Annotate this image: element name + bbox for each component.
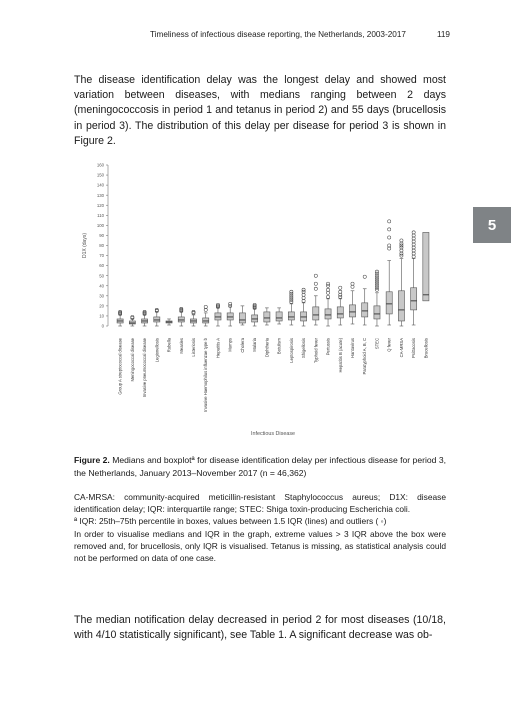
outlier-point (388, 236, 391, 239)
outlier-point (229, 302, 232, 305)
outlier-point (339, 293, 342, 296)
outlier-point (314, 274, 317, 277)
x-tick-label: Invasive Haemophilus influenzae type b (203, 338, 209, 412)
outlier-point (412, 249, 415, 252)
caption-text: Medians and boxplotª for disease identification delay per infectious disease for period 3, the Netherlands, January 2013–November 2017 (n = 46,362) (74, 455, 446, 478)
box-iqr (386, 292, 392, 314)
x-tick-label: STEC (374, 338, 380, 350)
outlier-point (339, 286, 342, 289)
outlier-point (412, 243, 415, 246)
x-tick-label: Meningococcal disease (129, 338, 135, 382)
box-iqr (276, 312, 282, 321)
x-tick-label: Group A streptococcal disease (117, 338, 123, 395)
box-iqr (252, 315, 258, 322)
box-iqr (239, 313, 245, 323)
footnote-a: ª IQR: 25th–75th percentile in boxes, values between 1.5 IQR (lines) and outliers ( ◦) (74, 516, 387, 527)
x-tick-label: Malaria (252, 338, 258, 352)
outlier-point (375, 270, 378, 273)
outlier-point (400, 242, 403, 245)
x-axis-title: Infectious Disease (250, 431, 296, 437)
x-tick-label: Pertussis (325, 338, 331, 356)
x-tick-label: Hepatitis B (acute) (337, 338, 343, 373)
caption-label: Figure 2. (74, 455, 110, 465)
y-tick-label: 120 (96, 202, 104, 208)
x-tick-label: Q fever (386, 338, 392, 352)
box-iqr (313, 307, 319, 320)
box-iqr (129, 321, 135, 324)
y-tick-label: 0 (101, 323, 104, 329)
outlier-point (314, 282, 317, 285)
x-tick-label: Psittacosis (411, 338, 417, 359)
outlier-point (412, 255, 415, 258)
y-axis-title: D1X (days) (82, 232, 88, 259)
y-tick-label: 100 (96, 222, 104, 228)
x-tick-label: Legionellosis (154, 338, 160, 363)
box-iqr (325, 309, 331, 319)
outlier-point (351, 282, 354, 285)
outlier-point (339, 290, 342, 293)
box-iqr (349, 305, 355, 317)
x-tick-label: CA-MRSA (398, 338, 404, 358)
y-tick-label: 40 (99, 283, 104, 289)
x-tick-label: Hepatitis A (215, 338, 221, 359)
outlier-point (363, 275, 366, 278)
outlier-point (326, 282, 329, 285)
outlier-point (204, 305, 207, 308)
y-tick-label: 80 (99, 243, 104, 249)
outlier-point (388, 244, 391, 247)
box-iqr (215, 313, 221, 320)
y-tick-label: 20 (99, 303, 104, 309)
outlier-point (290, 290, 293, 293)
outlier-point (412, 231, 415, 234)
x-tick-label: Invasive pneumococcal disease (142, 338, 148, 398)
y-tick-label: 110 (97, 212, 104, 218)
box-iqr (398, 291, 404, 321)
x-tick-label: Typhoid fever (313, 338, 319, 364)
y-tick-label: 150 (96, 172, 104, 178)
outlier-point (388, 220, 391, 223)
outlier-point (400, 252, 403, 255)
box-iqr (178, 317, 184, 322)
visualisation-note: In order to visualise medians and IQR in the graph, extreme values > 3 IQR above the box were removed and, for brucellosis, only IQR is visualised. Tetanus is missing, as statistical analysis could not be performed on data of one case. (74, 528, 446, 564)
outlier-point (388, 247, 391, 250)
y-tick-label: 30 (99, 293, 104, 299)
outlier-point (326, 288, 329, 291)
y-tick-label: 10 (99, 313, 104, 319)
x-tick-label: Botulism (276, 338, 282, 355)
outlier-point (351, 285, 354, 288)
x-tick-label: Shigellosis (301, 338, 307, 359)
box-iqr (264, 312, 270, 322)
outlier-point (412, 252, 415, 255)
x-tick-label: Leptospirosis (288, 338, 294, 363)
outlier-point (388, 228, 391, 231)
outlier-point (204, 308, 207, 311)
running-title: Timeliness of infectious disease reporting, the Netherlands, 2003-2017 (150, 30, 406, 39)
y-tick-label: 50 (99, 273, 104, 279)
box-iqr (288, 312, 294, 320)
outlier-point (314, 287, 317, 290)
y-tick-label: 70 (99, 253, 104, 259)
x-tick-label: Measles (178, 338, 184, 354)
box-iqr (411, 288, 417, 310)
outlier-point (326, 295, 329, 298)
outlier-point (302, 296, 305, 299)
y-tick-label: 90 (99, 233, 104, 239)
y-tick-label: 130 (96, 192, 104, 198)
y-tick-label: 140 (96, 182, 104, 188)
box-iqr (301, 312, 307, 321)
outlier-point (326, 291, 329, 294)
outlier-point (412, 246, 415, 249)
box-iqr (227, 313, 233, 320)
outlier-point (412, 240, 415, 243)
outlier-point (302, 288, 305, 291)
box-iqr (423, 232, 429, 300)
outlier-point (400, 239, 403, 242)
x-tick-label: Listeriosis (191, 338, 196, 357)
box-iqr (203, 318, 209, 323)
abbreviations-note (74, 491, 446, 564)
x-tick-label: Cholera (239, 338, 245, 353)
x-tick-label: Brucellosis (423, 338, 429, 359)
x-tick-label: Rubella (166, 338, 172, 353)
abbreviations-text: CA-MRSA: community-acquired meticillin-resistant Staphylococcus aureus; D1X: disease identification delay; IQR: interquartile range; STEC: Shiga toxin-producing Escherichia coli. (74, 492, 446, 515)
box-iqr (337, 307, 343, 318)
outlier-point (400, 249, 403, 252)
figure-caption (74, 454, 446, 479)
x-tick-label: Mumps (227, 338, 233, 352)
chapter-tab: 5 (473, 207, 511, 243)
paragraph-1: The disease identification delay was the longest delay and showed most variation between diseases, with medians ranging between 2 days (meningococcosis in period 1 and tetanus in period 2) and 55 days (brucellosis in period 3). The distribution of this delay per disease for period 3 is shown in Figure 2. (74, 74, 446, 147)
page-number: 119 (436, 30, 450, 39)
running-header (150, 30, 450, 39)
outlier-point (302, 299, 305, 302)
paragraph-2: The median notification delay decreased in period 2 for most diseases (10/18, with 4/10 statistically significant), see Table 1. A significant decrease was ob- (74, 614, 446, 642)
x-tick-label: Hantavirus (350, 338, 355, 359)
box-iqr (362, 303, 368, 317)
outlier-point (412, 237, 415, 240)
figure-2-chart (74, 155, 446, 445)
x-tick-label: Diphtheria (264, 338, 270, 358)
y-tick-label: 160 (96, 162, 104, 168)
outlier-point (302, 293, 305, 296)
y-tick-label: 60 (99, 263, 104, 269)
box-iqr (154, 317, 160, 322)
box-iqr (374, 306, 380, 319)
outlier-point (412, 234, 415, 237)
x-tick-label: Paratyphoid A, B, C (362, 338, 368, 375)
